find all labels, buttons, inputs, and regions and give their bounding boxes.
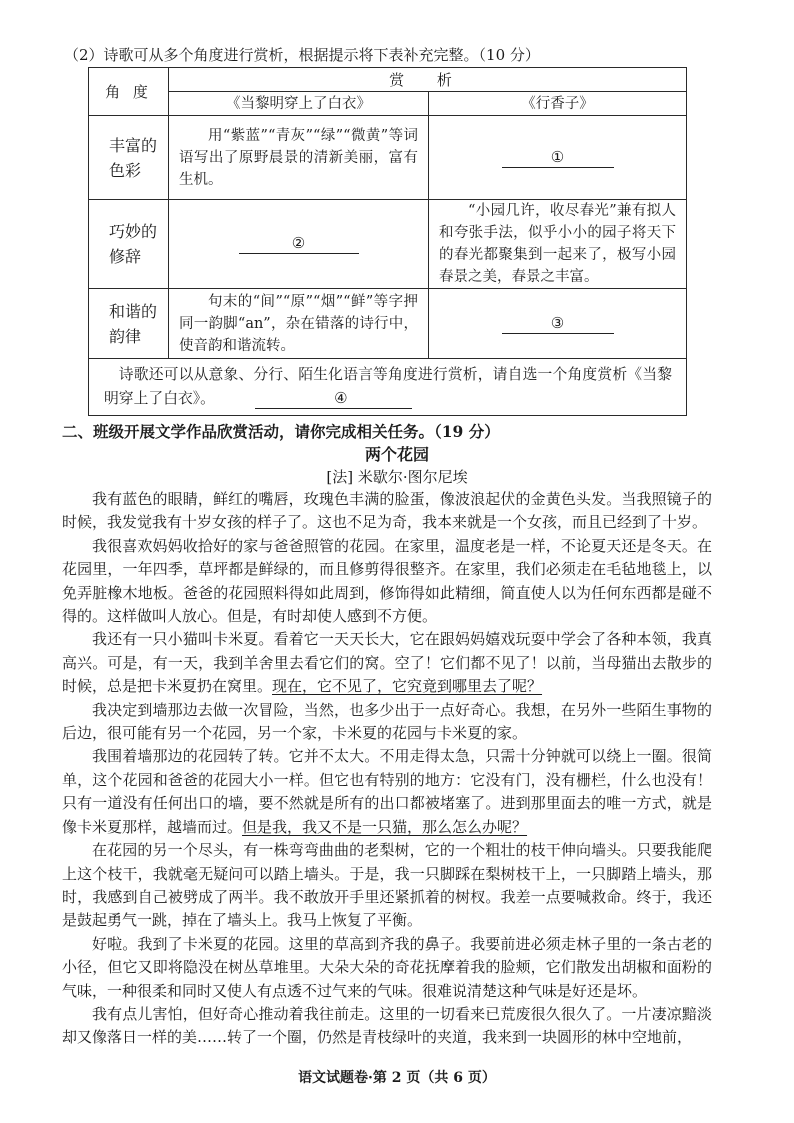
angle-cell-rhetoric [89, 200, 169, 289]
angle-cell-rhythm [89, 289, 169, 359]
paragraph-5-text: 我围着墙那边的花园转了转。它并不太大。不用走得太急，只需十分钟就可以绕上一圈。很简单，这个花园和爸爸的花园大小一样。但它也有特别的地方：它没有门，没有栅栏，什么也没有！只有一道没有任何出口的墙，要不然就是所有的出口都被堵塞了。进到那里面去的唯一方式，就是像卡米夏那样，越墙而过。 [62, 747, 712, 836]
angle-label: 丰富的色彩 [109, 135, 158, 180]
analysis-text-dawn-color: 用“紫蓝”“青灰”“绿”“微黄”等词语写出了原野晨景的清新美丽，富有生机。 [169, 116, 429, 200]
poetry-analysis-table [88, 67, 687, 416]
paragraph-4: 我决定到墙那边去做一次冒险，当然，也多少出于一点好奇心。我想，在另外一些陌生事物的后边，很可能有另一个花园，另一个家，卡米夏的花园与卡米夏的家。 [62, 700, 712, 743]
answer-cell-2 [169, 200, 429, 289]
paragraph-7: 好啦。我到了卡米夏的花园。这里的草高到齐我的鼻子。我要前进必须走林子里的一条古老的小径，但它又即将隐没在树丛草堆里。大朵大朵的奇花抚摩着我的脸颊，它们散发出胡椒和面粉的气味，一种很柔和同时又使人有点透不过气来的气味。很难说清楚这种气味是好还是坏。 [62, 934, 712, 1000]
poem-title-row [89, 92, 687, 116]
paragraph-5 [62, 745, 712, 839]
analysis-text-dawn-rhythm: 句末的“间”“原”“烟”“鲜”等字押同一韵脚“an”，杂在错落的诗行中，使音韵和谐流转。 [169, 289, 429, 359]
angle-column-header: 角 度 [89, 68, 169, 116]
table-header-row [89, 68, 687, 92]
poem-title-xingxiangzi: 《行香子》 [429, 92, 687, 116]
analysis-text-xingxiangzi-rhetoric: “小园几许，收尽春光”兼有拟人和夸张手法，似乎小小的园子将天下的春光都聚集到一起来了，极写小园春景之美，春景之丰富。 [429, 200, 687, 289]
open-task-text: 诗歌还可以从意象、分行、陌生化语言等角度进行赏析，请自选一个角度赏析《当黎明穿上了白衣》。 [104, 366, 672, 407]
paragraph-6: 在花园的另一个尽头，有一株弯弯曲曲的老梨树，它的一个粗壮的枝干伸向墙头。只要我能爬上这个枝干，我就毫无疑问可以踏上墙头。于是，我一只脚踩在梨树枝干上，一只脚踏上墙头，那时，我感到自己被劈成了两半。我不敢放开手里还紧抓着的树杈。我差一点要喊救命。终于，我还是鼓起勇气一跳，掉在了墙头上。我马上恢复了平衡。 [62, 841, 712, 930]
paragraph-3-text: 我还有一只小猫叫卡米夏。看着它一天天长大，它在跟妈妈嬉戏玩耍中学会了各种本领，我真高兴。可是，有一天，我到羊舍里去看它们的窝。空了！它们都不见了！以前，当母猫出去散步的时候，总是把卡米夏扔在窝里。 [62, 630, 712, 696]
angle-label: 和谐的韵律 [109, 301, 158, 346]
answer-blank-1: ① [502, 147, 614, 168]
answer-blank-2: ② [239, 233, 359, 254]
angle-cell-color [89, 116, 169, 200]
table-row-color [89, 116, 687, 200]
page-footer: 语文试题卷·第 2 页（共 6 页） [298, 1070, 496, 1086]
answer-cell-3 [429, 289, 687, 359]
underlined-sentence-2: 但是我，我又不是一只猫，那么怎么办呢？ [242, 817, 528, 836]
section-2-heading: 二、班级开展文学作品欣赏活动，请你完成相关任务。（19 分） [62, 422, 500, 441]
article-title: 两个花园 [364, 445, 429, 464]
paragraph-2: 我很喜欢妈妈收拾好的家与爸爸照管的花园。在家里，温度老是一样，不论夏天还是冬天。在花园里，一年四季，草坪都是鲜绿的，而且修剪得很整齐。在家里，我们必须走在毛毡地毯上，以免弄脏橡木地板。爸爸的花园照料得如此周到，修饰得如此精细，简直使人以为任何东西都是碰不得的。这样做叫人放心。但是，有时却使人感到不方便。 [62, 536, 712, 626]
article-body [62, 488, 712, 1050]
answer-blank-3: ③ [502, 313, 614, 334]
analysis-column-header: 赏 析 [169, 68, 687, 92]
angle-label: 巧妙的修辞 [109, 222, 158, 266]
table-row-rhythm [89, 289, 687, 359]
table-row-rhetoric [89, 200, 687, 289]
table-row-open-task [89, 359, 687, 416]
paragraph-1: 我有蓝色的眼睛，鲜红的嘴唇，玫瑰色丰满的脸蛋，像波浪起伏的金黄色头发。当我照镜子的时候，我发觉我有十岁女孩的样子了。这也不足为奇，我本来就是一个女孩，而且已经到了十岁。 [62, 490, 712, 532]
poem-title-dawn: 《当黎明穿上了白衣》 [169, 92, 429, 116]
answer-blank-4: ④ [255, 388, 412, 409]
article-author: [法] 米歇尔·图尔尼埃 [326, 468, 468, 486]
paragraph-8: 我有点儿害怕，但好奇心推动着我往前走。这里的一切看来已荒废很久很久了。一片凄凉黯淡却又像落日一样的美……转了一个圈，仍然是青枝绿叶的夹道，我来到一块圆形的林中空地前， [62, 1004, 712, 1047]
paragraph-3 [62, 628, 712, 698]
underlined-sentence-1: 现在，它不见了，它究竟到哪里去了呢？ [272, 677, 543, 696]
open-task-cell [89, 359, 687, 416]
answer-cell-1 [429, 116, 687, 200]
question-2-prompt: （2）诗歌可从多个角度进行赏析，根据提示将下表补充完整。（10 分） [64, 46, 540, 64]
